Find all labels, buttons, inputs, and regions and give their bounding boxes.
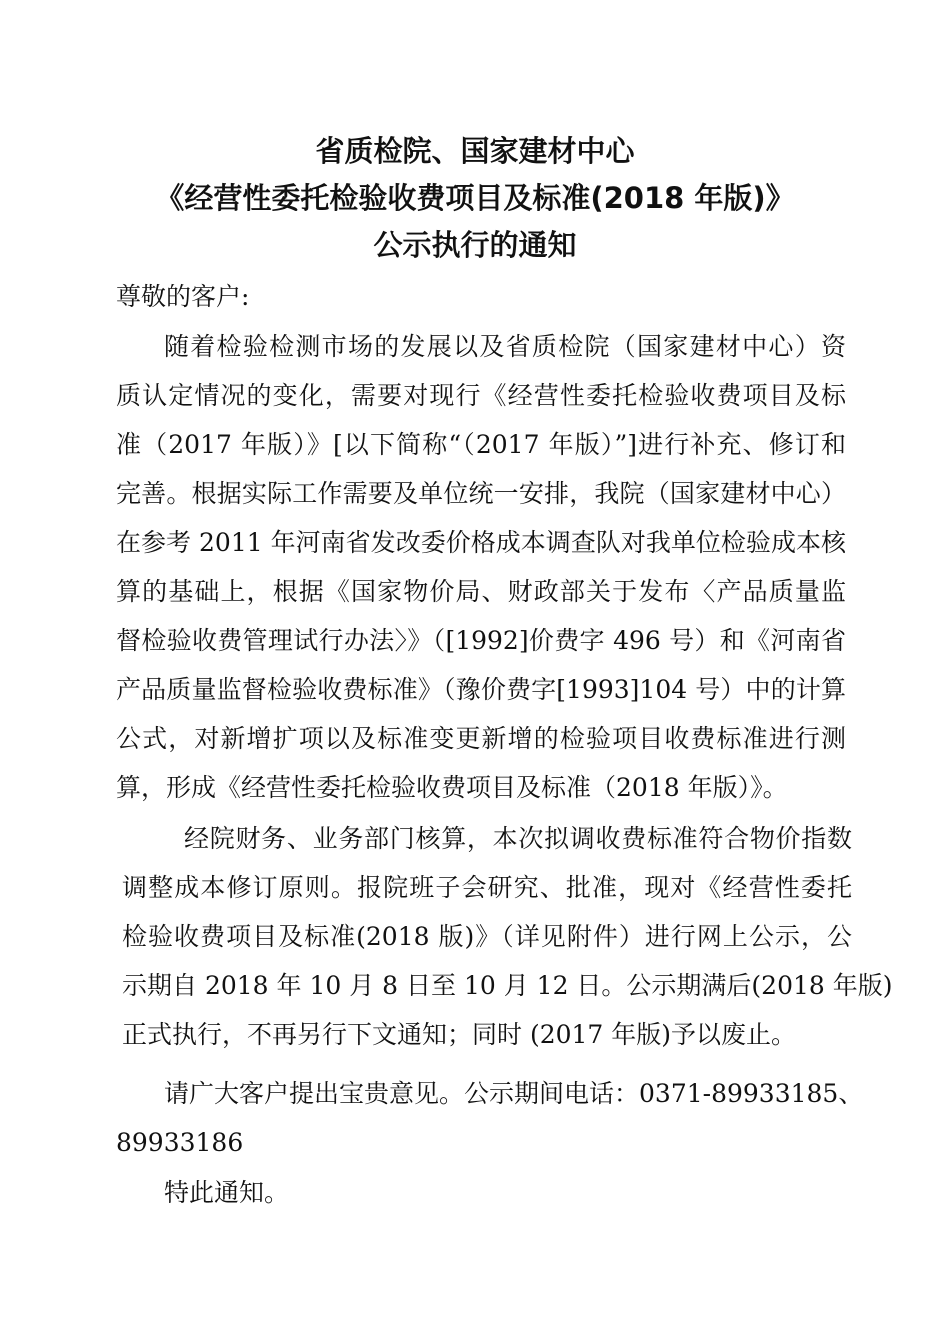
paragraph-1-line-3: 准（2017 年版）》[以下简称“（2017 年版）”]进行补充、修订和 <box>116 430 846 459</box>
paragraph-2-line-2: 调整成本修订原则。报院班子会研究、批准，现对《经营性委托 <box>122 873 852 902</box>
paragraph-1-line-2: 质认定情况的变化，需要对现行《经营性委托检验收费项目及标 <box>116 381 846 410</box>
paragraph-2-line-1: 经院财务、业务部门核算，本次拟调收费标准符合物价指数 <box>184 824 852 853</box>
paragraph-1-line-5: 在参考 2011 年河南省发改委价格成本调查队对我单位检验成本核 <box>116 528 846 557</box>
paragraph-1-line-8: 产品质量监督检验收费标准》（豫价费字[1993]104 号）中的计算 <box>116 675 846 704</box>
paragraph-1-line-1: 随着检验检测市场的发展以及省质检院（国家建材中心）资 <box>164 332 846 361</box>
title-line-1: 省质检院、国家建材中心 <box>315 134 635 168</box>
paragraph-2 <box>122 814 893 1059</box>
paragraph-2-line-4: 示期自 2018 年 10 月 8 日至 10 月 12 日。公示期满后(2018 年版) <box>122 971 893 1000</box>
paragraph-1-line-9: 公式，对新增扩项以及标准变更新增的检验项目收费标准进行测 <box>116 724 846 753</box>
greeting: 尊敬的客户: <box>116 282 250 311</box>
paragraph-1 <box>116 322 846 812</box>
paragraph-3-line-2: 89933186 <box>116 1128 244 1157</box>
title-line-2: 《经营性委托检验收费项目及标准(2018 年版)》 <box>155 181 795 215</box>
paragraph-1-line-4: 完善。根据实际工作需要及单位统一安排，我院（国家建材中心） <box>116 479 846 508</box>
paragraph-2-line-5: 正式执行，不再另行下文通知；同时 (2017 年版)予以废止。 <box>122 1020 797 1049</box>
closing: 特此通知。 <box>164 1178 290 1207</box>
paragraph-3 <box>116 1069 864 1167</box>
paragraph-2-line-3: 检验收费项目及标准(2018 版)》（详见附件）进行网上公示，公 <box>122 922 852 951</box>
title-line-3: 公示执行的通知 <box>373 228 577 262</box>
paragraph-1-line-7: 督检验收费管理试行办法〉》（[1992]价费字 496 号）和《河南省 <box>116 626 846 655</box>
document-title <box>0 128 950 269</box>
paragraph-3-line-1: 请广大客户提出宝贵意见。公示期间电话：0371-89933185、 <box>164 1079 864 1108</box>
paragraph-1-line-10: 算，形成《经营性委托检验收费项目及标准（2018 年版）》。 <box>116 773 788 802</box>
paragraph-1-line-6: 算的基础上，根据《国家物价局、财政部关于发布〈产品质量监 <box>116 577 846 606</box>
